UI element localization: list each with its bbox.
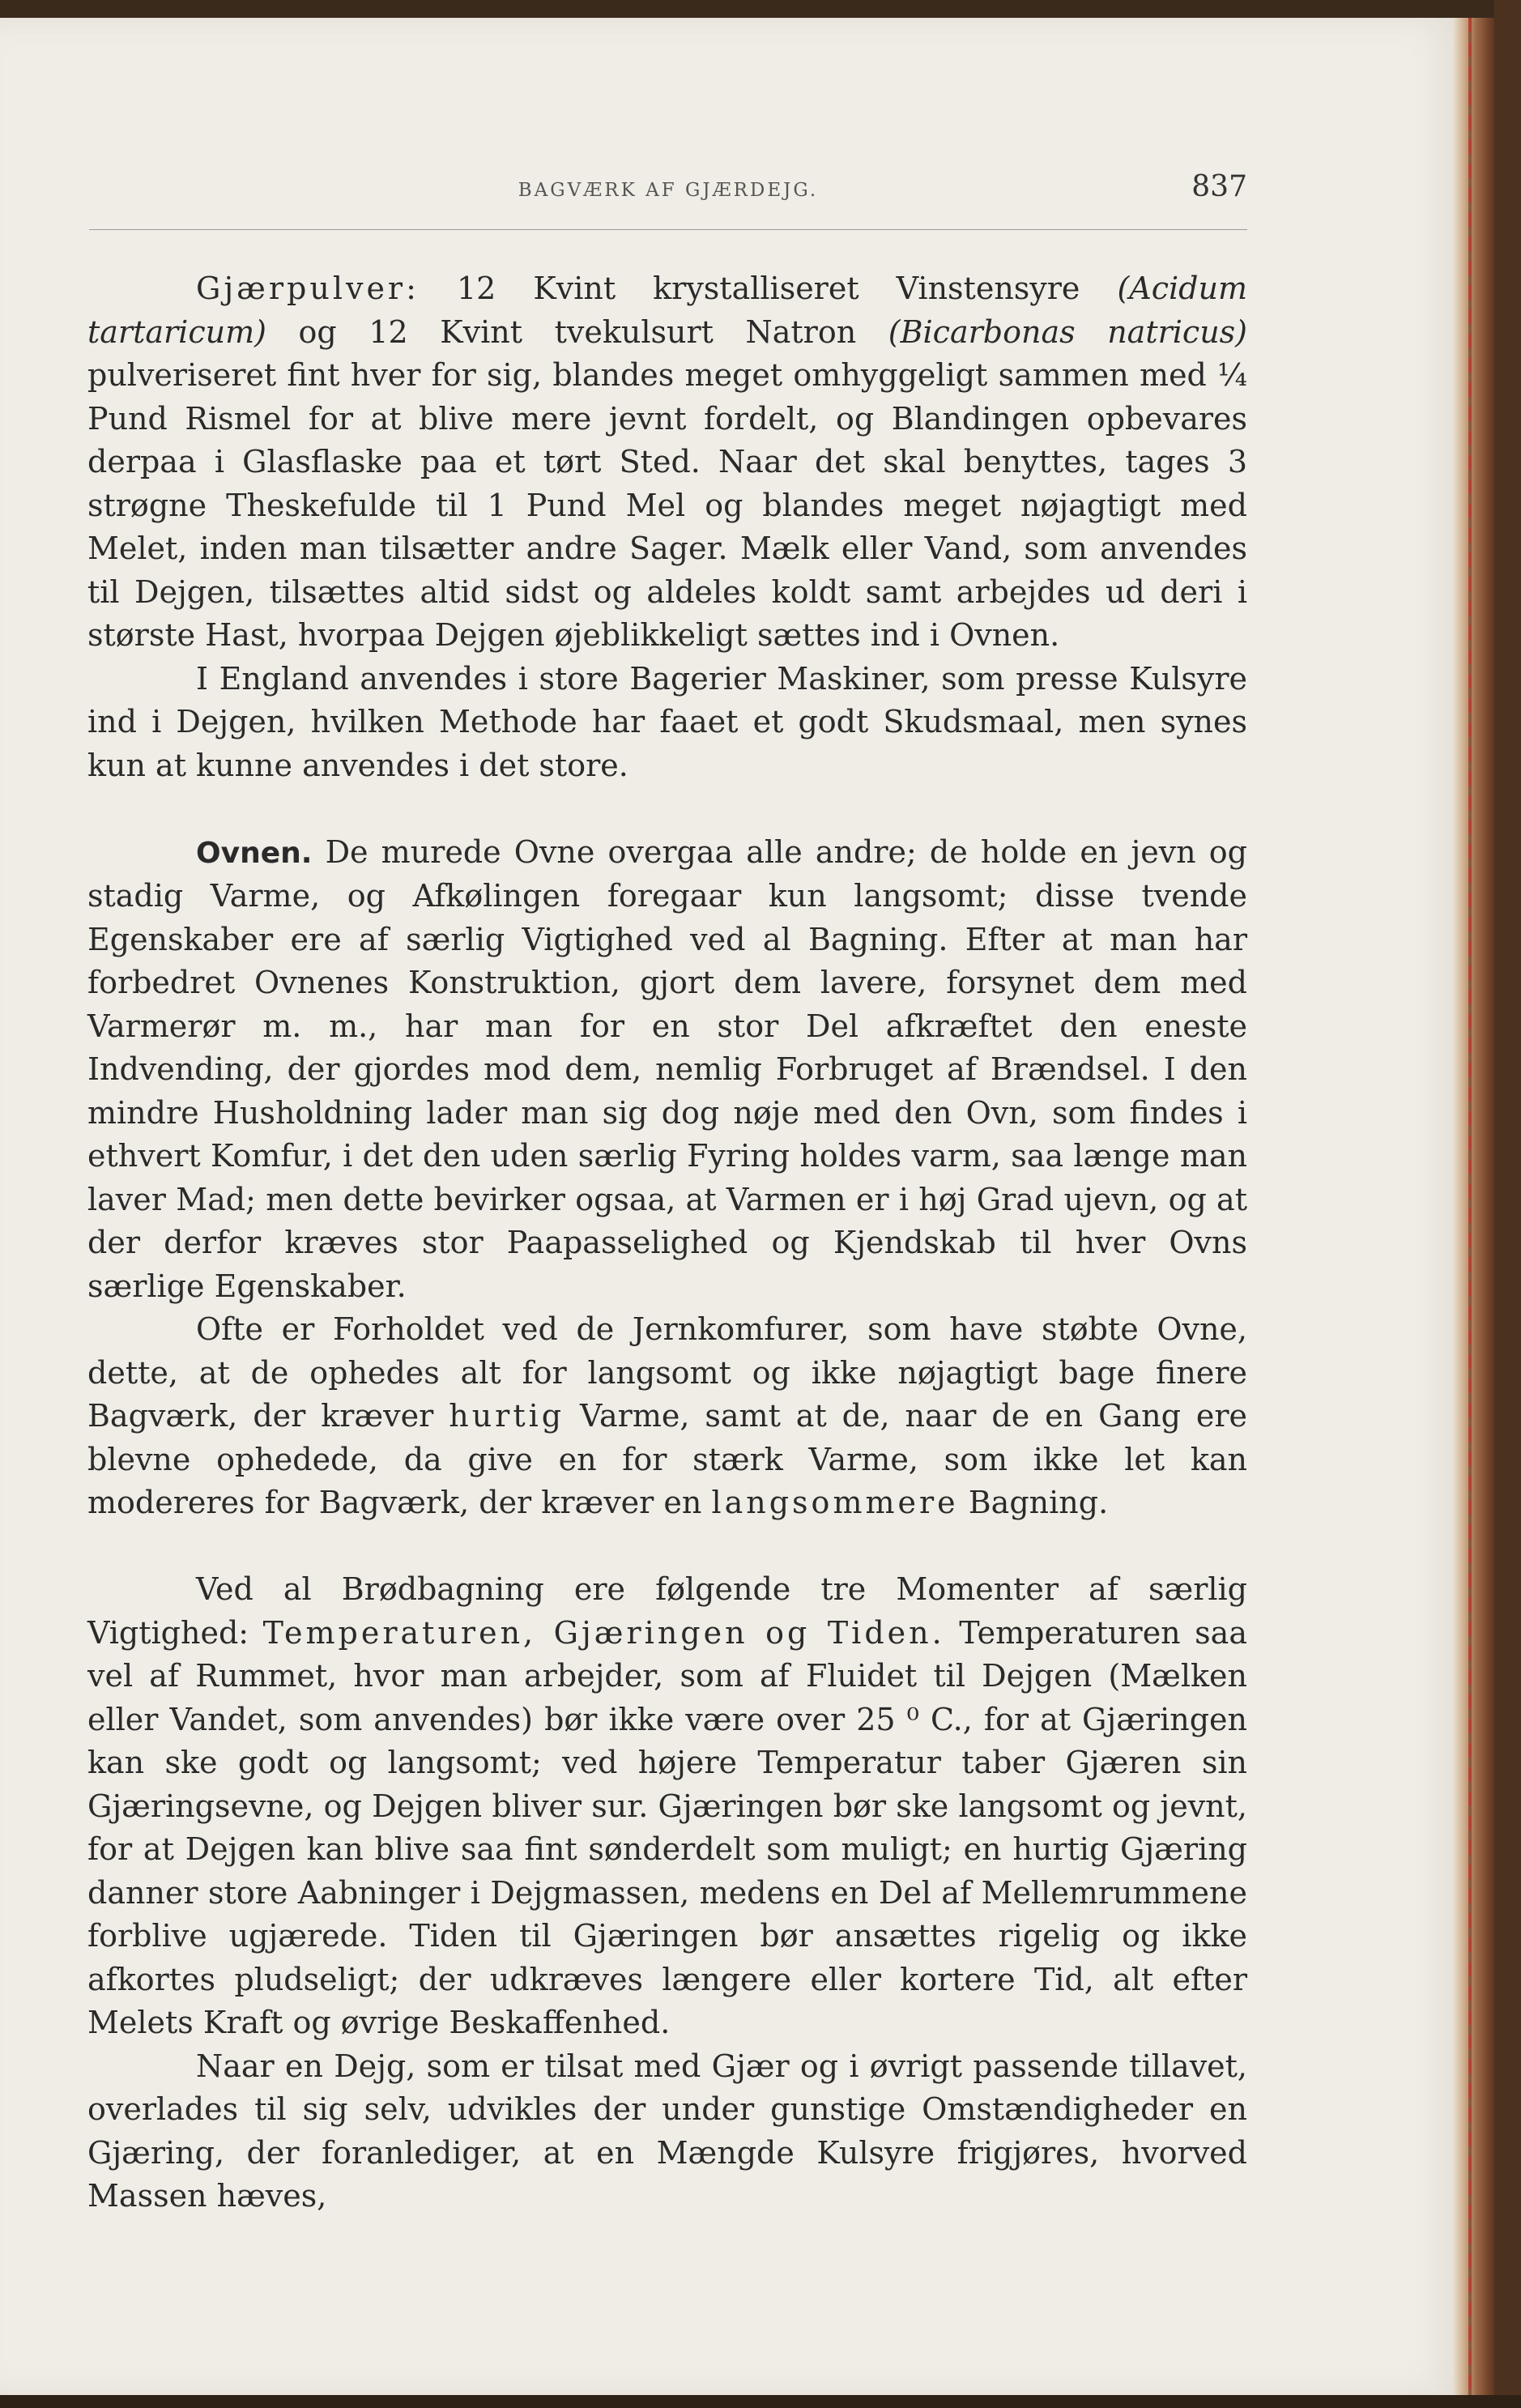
text-run: og 12 Kvint tvekulsurt Natron [266,313,888,350]
emphasis: hurtig [449,1398,565,1434]
text-run: 12 Kvint krystalliseret Vinstensyre [419,271,1118,306]
paragraph-dejg: Naar en Dejg, som er tilsat med Gjær og i øvrigt passende tillavet, overlades til sig selv, udvikles der under gunstige Omstændigheder en Gjæring, der foranlediger, at en Mængde Kulsyre frigjøres, hvorved Massen hæves, [87,2048,1247,2214]
section-heading: Ovnen. [196,836,313,870]
paragraph-broedbagning [87,1568,1247,2045]
paragraph-gjaerpulver [87,267,1247,658]
emphasis: langsommere [711,1485,959,1520]
text-run: pulveriseret fint hver for sig, blandes meget omhyggeligt sammen med ¼ Pund Rismel for at blive mere jevnt fordelt, og Blandingen opbevares derpaa i Glasflaske paa et tørt Sted. Naar det skal benyttes, tages 3 strøgne Theskefulde til 1 Pund Mel og blandes meget nøjagtigt med Melet, inden man tilsætter andre Sager. Mælk eller Vand, som anvendes til Dejgen, tilsættes altid sidst og aldeles koldt samt arbejdes ud deri i største Hast, hvorpaa Dejgen øjeblikkeligt sættes ind i Ovnen. [87,357,1247,653]
latin-term: (Bicarbonas natricus) [888,313,1247,350]
paragraph-england: I England anvendes i store Bagerier Maskiner, som presse Kulsyre ind i Dejgen, hvilken Methode har faaet et godt Skudsmaal, men synes kun at kunne anvendes i det store. [87,660,1247,783]
paragraph-ovnen [87,831,1247,1309]
emphasis: Temperaturen, Gjæringen og Tiden. [262,1614,945,1651]
text-run: Varme, samt at de, naar de en Gang ere blevne ophedede, da give en for stærk Varme, som ikke let kan modereres for Bagværk, der kræver en [87,1398,1248,1520]
book-cover-edge [1494,0,1521,2408]
text-run: Bagning. [958,1485,1109,1520]
paragraph-jernkomfurer [87,1308,1247,1525]
page-edge [1454,18,1494,2395]
page-header [89,170,1247,219]
lead-term: Gjærpulver: [196,271,420,306]
text-run: Temperaturen saa vel af Rummet, hvor man arbejder, som af Fluidet til Dejgen (Mælken eller Vandet, som anvendes) bør ikke være over 25 ⁰ C., for at Gjæringen kan ske godt og langsomt; ved højere Temperatur taber Gjæren sin Gjæringsevne, og Dejgen bliver sur. Gjæringen bør ske langsomt og jevnt, for at Dejgen kan blive saa fint sønderdelt som muligt; en hurtig Gjæring danner store Aabninger i Dejgmassen, medens en Del af Mellemrummene forblive ugjærede. Tiden til Gjæringen bør ansættes rigelig og ikke afkortes pludseligt; der udkræves længere eller kortere Tid, alt efter Melets Kraft og øvrige Beskaffenhed. [87,1614,1247,2040]
text-run: Ofte er Forholdet ved de Jernkomfurer, som have støbte Ovne, dette, at de ophedes alt for langsomt og ikke nøjagtigt bage finere Bagværk, der kræver [87,1311,1247,1434]
book-bottom-edge [0,2395,1521,2408]
section-gap [87,1525,1247,1569]
header-rule [89,229,1247,230]
text-run: De murede Ovne overgaa alle andre; de holde en jevn og stadig Varme, og Afkølingen foregaar kun langsomt; disse tvende Egenskaber ere af særlig Vigtighed ved al Bagning. Efter at man har forbedret Ovnenes Konstruktion, gjort dem lavere, forsynet dem med Varmerør m. m., har man for en stor Del afkræftet den eneste Indvending, der gjordes mod dem, nemlig Forbruget af Brændsel. I den mindre Husholdning lader man sig dog nøje med den Ovn, som findes i ethvert Komfur, i det den uden særlig Fyring holdes varm, saa længe man laver Mad; men dette bevirker ogsaa, at Varmen er i høj Grad ujevn, og at der derfor kræves stor Paapasselighed og Kjendskab til hver Ovns særlige Egenskaber. [87,833,1247,1304]
latin-term: (Acidum tartaricum) [87,271,1247,350]
body-text [87,267,1247,2218]
page-number: 837 [1191,170,1247,203]
running-head: BAGVÆRK AF GJÆRDEJG. [518,180,819,201]
text-run: Ved al Brødbagning ere følgende tre Momenter af særlig Vigtighed: [87,1571,1247,1651]
section-gap [87,787,1247,831]
